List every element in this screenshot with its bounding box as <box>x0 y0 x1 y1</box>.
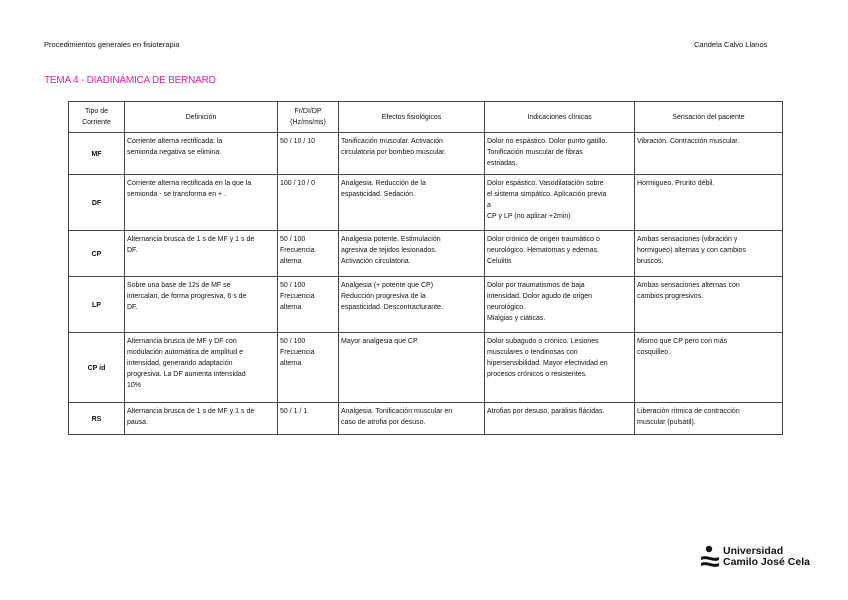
sensation-cell <box>635 231 783 277</box>
cell-text-line: Vibración. Contracción muscular. <box>637 138 740 145</box>
header-text-line: Corriente <box>82 119 111 126</box>
header-text-line: Tipo de <box>84 108 109 115</box>
cell-text-line: circulatoria por bombeo muscular. <box>341 149 447 156</box>
cell-text-line: Corriente alterna rectificada: la <box>127 138 223 145</box>
cell-text-line: Tonificación muscular de fibras <box>487 149 583 156</box>
current-type-cell: RS <box>69 403 125 435</box>
cell-text-line: modulación automática de amplitud e <box>127 349 243 356</box>
cell-text-line: 50 / 10 / 10 <box>280 138 316 145</box>
cell-text-line: Frecuencia <box>280 247 315 254</box>
effects-cell <box>339 277 485 333</box>
cell-text-line: semionda - se transforma en + . <box>127 191 227 198</box>
cell-text-line: Mismo que CP pero con más <box>637 338 728 345</box>
currents-table <box>68 101 783 435</box>
sensation-cell <box>635 277 783 333</box>
cell-text-line: Alternancia brusca de 1 s de MF y 1 s de <box>127 408 255 415</box>
effects-cell <box>339 403 485 435</box>
cell-text-line: intensidad. Dolor agudo de origen <box>487 293 593 300</box>
cell-text-line: el sistema simpático. Aplicación previa <box>487 191 607 198</box>
cell-text-line: 10% <box>127 382 142 389</box>
university-logo-icon <box>699 545 721 569</box>
cell-text-line: Dolor por traumatismos de baja <box>487 282 585 289</box>
cell-text-line: Alternancia brusca de MF y DF con <box>127 338 237 345</box>
cell-text-line: neurológico. <box>487 304 526 311</box>
effects-cell <box>339 175 485 231</box>
definition-cell <box>125 175 278 231</box>
header-text-line: Definición <box>185 113 217 121</box>
cell-text-line: CP y LP (no aplicar +2min) <box>487 213 571 220</box>
indications-cell <box>485 231 635 277</box>
cell-text-line: bruscos. <box>637 258 664 265</box>
current-type-cell: DF <box>69 175 125 231</box>
cell-text-line: intercalan, de forma progresiva, 6 s de <box>127 293 247 300</box>
cell-text-line: Dolor crónico de origen traumático o <box>487 236 600 243</box>
current-type-cell: MF <box>69 133 125 175</box>
cell-text-line: a <box>487 202 491 209</box>
indications-cell <box>485 333 635 403</box>
table-body <box>69 133 783 435</box>
definition-cell <box>125 133 278 175</box>
col-definition-header <box>125 102 278 133</box>
frequency-cell <box>278 277 339 333</box>
cell-text-line: Analgesia (+ potente que CP) <box>341 282 434 289</box>
cell-text-line: Liberación rítmica de contracción <box>637 408 740 415</box>
definition-cell <box>125 403 278 435</box>
cell-text-line: DF. <box>127 247 138 254</box>
cell-text-line: Alternancia brusca de 1 s de MF y 1 s de <box>127 236 255 243</box>
indications-cell <box>485 175 635 231</box>
table-row <box>69 333 783 403</box>
table-row <box>69 133 783 175</box>
cell-text-line: caso de atrofia por desuso. <box>341 419 426 426</box>
cell-text-line: Dolor espástico. Vasodilatación sobre <box>487 180 604 187</box>
effects-cell <box>339 231 485 277</box>
cell-text-line: 100 / 10 / 0 <box>280 180 316 187</box>
cell-text-line: alterna <box>280 360 302 367</box>
effects-cell <box>339 333 485 403</box>
header-author: Candela Calvo Llanos <box>694 40 768 49</box>
cell-text-line: espasticidad. Sedación. <box>341 191 415 198</box>
definition-cell <box>125 333 278 403</box>
header-text-line: Sensación del paciente <box>672 113 745 121</box>
cell-text-line: cambios progresivos. <box>637 293 704 300</box>
cell-text-line: Reducción progresiva de la <box>341 293 426 300</box>
table-row <box>69 175 783 231</box>
logo-line-2: Camilo José Cela <box>723 556 810 568</box>
current-type-cell: CP <box>69 231 125 277</box>
cell-text-line: Dolor subagudo o crónico. Lesiones <box>487 338 599 345</box>
cell-text-line: Tonificación muscular. Activación <box>341 138 443 145</box>
col-type-header <box>69 102 125 133</box>
cell-text-line: Analgesia. Reducción de la <box>341 180 426 187</box>
cell-text-line: 50 / 100 <box>280 282 306 289</box>
sensation-cell <box>635 133 783 175</box>
cell-text-line: cosquilleo. <box>637 349 671 356</box>
current-type-cell: CP id <box>69 333 125 403</box>
cell-text-line: alterna <box>280 304 302 311</box>
cell-text-line: alterna <box>280 258 302 265</box>
col-effects-header <box>339 102 485 133</box>
cell-text-line: 50 / 1 / 1 <box>280 408 308 415</box>
cell-text-line: espasticidad. Descontracturante. <box>341 304 443 311</box>
cell-text-line: procesos crónicos o resistentes. <box>487 371 587 378</box>
col-sensation-header <box>635 102 783 133</box>
cell-text-line: Hormigueo. Prurito débil. <box>637 180 715 187</box>
cell-text-line: Sobre una base de 12s de MF se <box>127 282 231 289</box>
frequency-cell <box>278 133 339 175</box>
cell-text-line: Atrofias por desuso, parálisis flácidas. <box>487 408 605 415</box>
indications-cell <box>485 277 635 333</box>
cell-text-line: Dolor no espástico. Dolor punto gatillo. <box>487 138 608 145</box>
cell-text-line: hormigueo) alternas y con cambios <box>637 247 746 254</box>
cell-text-line: Celulitis <box>487 258 512 265</box>
table-row <box>69 277 783 333</box>
cell-text-line: 50 / 100 <box>280 236 306 243</box>
col-frequency-header <box>278 102 339 133</box>
cell-text-line: pausa. <box>127 419 149 426</box>
cell-text-line: DF. <box>127 304 138 311</box>
frequency-cell <box>278 231 339 277</box>
cell-text-line: Analgesia. Tonificación muscular en <box>341 408 453 415</box>
sensation-cell <box>635 333 783 403</box>
cell-text-line: muscular (pulsátil). <box>637 419 696 426</box>
university-logo <box>699 545 810 574</box>
cell-text-line: Frecuencia <box>280 349 315 356</box>
effects-cell <box>339 133 485 175</box>
frequency-cell <box>278 333 339 403</box>
indications-cell <box>485 133 635 175</box>
cell-text-line: Ambas sensaciones alternas con <box>637 282 740 289</box>
cell-text-line: progresiva. La DF aumenta intensidad <box>127 371 246 378</box>
table-row <box>69 231 783 277</box>
header-text-line: (Hz/ms/ms) <box>290 119 326 126</box>
header-text-line: Indicaciones clínicas <box>527 113 592 121</box>
sensation-cell <box>635 175 783 231</box>
page-title: TEMA 4 - DIADINÁMICA DE BERNARD <box>44 75 216 86</box>
cell-text-line: Ambas sensaciones (vibración y <box>637 236 738 243</box>
cell-text-line: hipersensibilidad. Mayor efectividad en <box>487 360 608 367</box>
current-type-cell: LP <box>69 277 125 333</box>
table-header-row <box>69 102 783 133</box>
cell-text-line: estriadas. <box>487 160 518 167</box>
cell-text-line: Corriente alterna rectificada en la que la <box>127 180 252 187</box>
cell-text-line: Frecuencia <box>280 293 315 300</box>
sensation-cell <box>635 403 783 435</box>
header-text-line: Fr/DI/DP <box>294 108 322 115</box>
definition-cell <box>125 231 278 277</box>
cell-text-line: musculares o tendinosas con <box>487 349 578 356</box>
indications-cell <box>485 403 635 435</box>
cell-text-line: semionda negativa se elimina. <box>127 149 222 156</box>
frequency-cell <box>278 175 339 231</box>
cell-text-line: agresiva de tejidos lesionados. <box>341 247 437 254</box>
university-logo-text <box>723 546 810 568</box>
header-document-title: Procedimientos generales en fisioterapia <box>44 40 180 49</box>
header-text-line: Efectos fisiológicos <box>381 113 442 121</box>
frequency-cell <box>278 403 339 435</box>
table-row <box>69 403 783 435</box>
cell-text-line: 50 / 100 <box>280 338 306 345</box>
cell-text-line: Analgesia potente. Estimulación <box>341 236 441 243</box>
cell-text-line: intensidad, generando adaptación <box>127 360 233 367</box>
cell-text-line: neurológico. Hematomas y edemas. <box>487 247 600 254</box>
logo-line-1: Universidad <box>723 545 784 557</box>
cell-text-line: Mayor analgesia que CP. <box>341 338 419 345</box>
cell-text-line: Mialgias y ciáticas. <box>487 315 546 322</box>
col-indications-header <box>485 102 635 133</box>
cell-text-line: Activación circulatoria. <box>341 258 411 265</box>
definition-cell <box>125 277 278 333</box>
